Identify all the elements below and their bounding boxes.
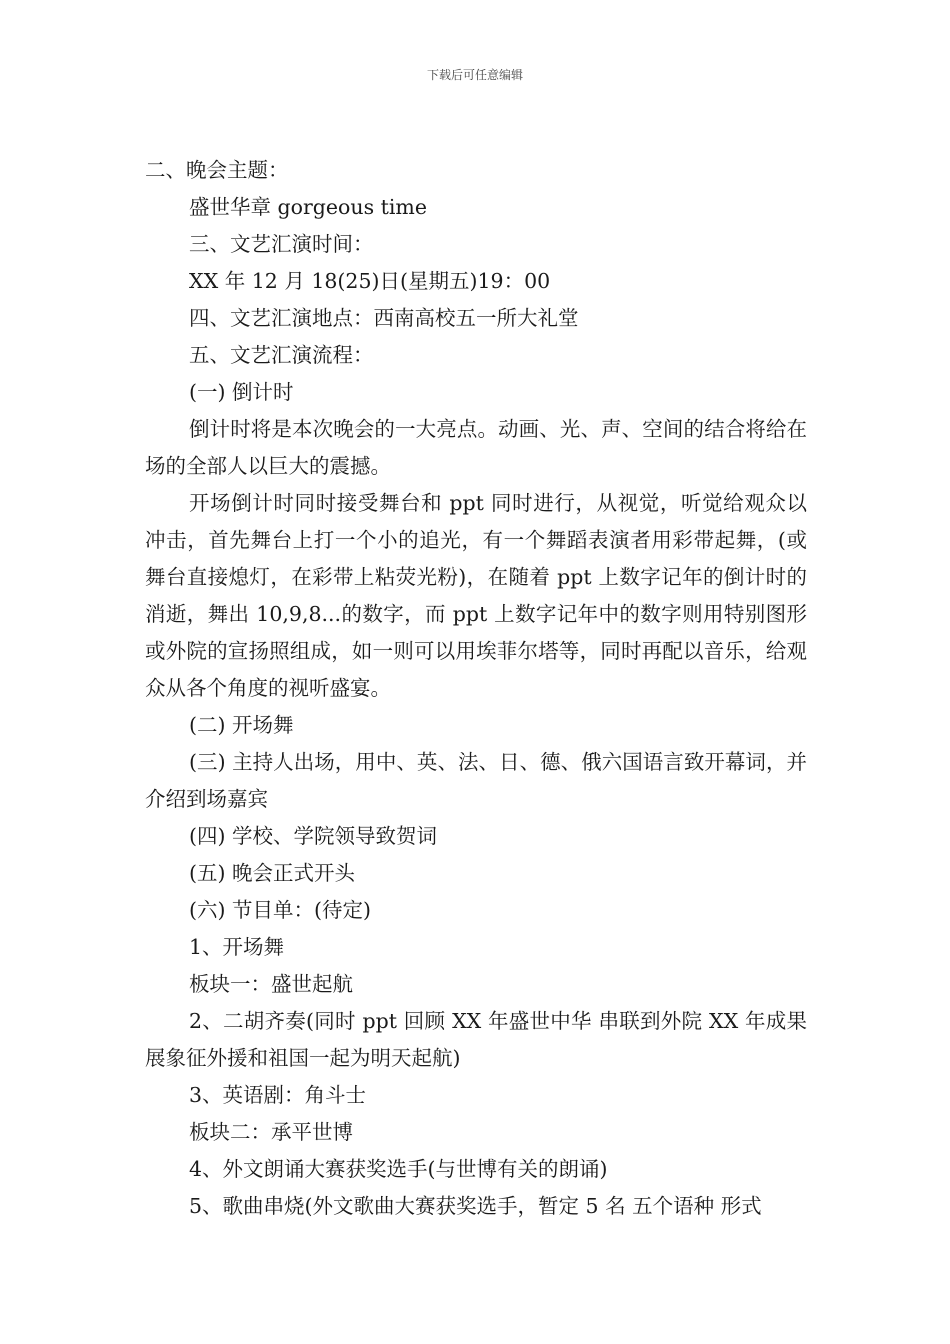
item-program-list: (六) 节目单：(待定) (189, 898, 372, 922)
section-heading-venue: 四、文艺汇演地点：西南高校五一所大礼堂 (189, 306, 579, 330)
item-opening-dance: (二) 开场舞 (189, 713, 294, 737)
section-heading-time: 三、文艺汇演时间： (189, 232, 374, 256)
program-4: 4、外文朗诵大赛获奖选手(与世博有关的朗诵) (189, 1157, 608, 1181)
theme-text: 盛世华章 gorgeous time (189, 195, 427, 219)
item-leader-speech: (四) 学校、学院领导致贺词 (189, 824, 438, 848)
program-1: 1、开场舞 (189, 935, 285, 959)
section-heading-process: 五、文艺汇演流程： (189, 343, 374, 367)
program-2: 2、二胡齐奏(同时 ppt 回顾 XX 年盛世中华 串联到外院 XX 年成果展象征外援和祖国一起为明天起航) (145, 1009, 807, 1070)
item-gala-start: (五) 晚会正式开头 (189, 861, 356, 885)
item-countdown: (一) 倒计时 (189, 380, 294, 404)
paragraph-countdown-highlight: 倒计时将是本次晚会的一大亮点。动画、光、声、空间的结合将给在场的全部人以巨大的震撼。 (145, 417, 807, 478)
page-header-note: 下载后可任意编辑 (426, 68, 523, 82)
document-body (145, 152, 807, 1225)
section-heading-theme: 二、晚会主题： (145, 158, 289, 182)
program-3: 3、英语剧：角斗士 (189, 1083, 367, 1107)
program-5: 5、歌曲串烧(外文歌曲大赛获奖选手，暂定 5 名 五个语种 形式 (189, 1194, 762, 1218)
paragraph-countdown-detail: 开场倒计时同时接受舞台和 ppt 同时进行，从视觉，听觉给观众以冲击，首先舞台上打一个小的追光，有一个舞蹈表演者用彩带起舞，(或舞台直接熄灯，在彩带上粘荧光粉)，在随着 ppt 上数字记年的倒计时的消逝，舞出 10,9,8...的数字，而 ppt 上数字记年中的数字则用特别图形或外院的宣扬照组成，如一则可以用埃菲尔塔等，同时再配以音乐，给观众从各个角度的视听盛宴。 (145, 491, 807, 700)
item-host-entrance: (三) 主持人出场，用中、英、法、日、德、俄六国语言致开幕词，并介绍到场嘉宾 (145, 750, 807, 811)
block-2-heading: 板块二：承平世博 (189, 1120, 353, 1144)
time-text: XX 年 12 月 18(25)日(星期五)19：00 (189, 269, 551, 293)
block-1-heading: 板块一：盛世起航 (189, 972, 353, 996)
